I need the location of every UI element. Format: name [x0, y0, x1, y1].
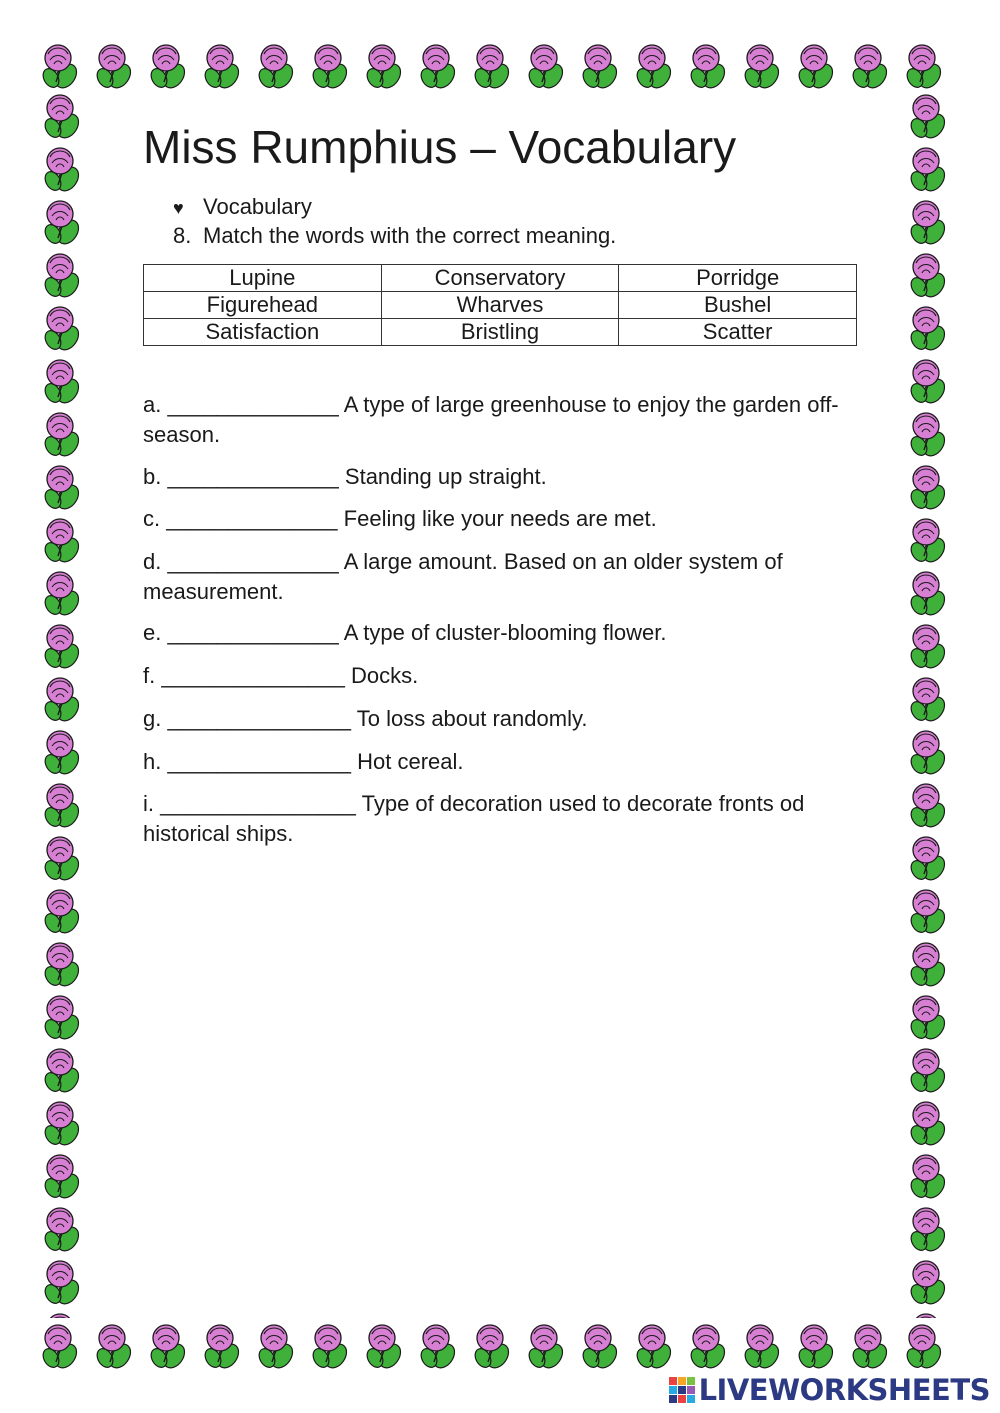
- question-f: [143, 661, 859, 691]
- flower-border-left: [40, 90, 92, 1318]
- table-row: [144, 319, 857, 346]
- word-cell: Wharves: [381, 292, 619, 319]
- word-cell: Bushel: [619, 292, 857, 319]
- bullet-item: [173, 194, 312, 220]
- table-row: [144, 292, 857, 319]
- bullet-item-text: Vocabulary: [203, 194, 312, 219]
- flower-border-bottom: [40, 1318, 960, 1370]
- question-definition: Hot cereal.: [357, 749, 464, 774]
- question-definition: A type of cluster-blooming flower.: [343, 620, 667, 645]
- word-cell: Figurehead: [144, 292, 382, 319]
- question-letter: g.: [143, 706, 162, 731]
- question-definition: To loss about randomly.: [356, 706, 588, 731]
- question-letter: i.: [143, 791, 154, 816]
- question-b: [143, 462, 859, 492]
- question-letter: c.: [143, 506, 161, 531]
- word-cell: Lupine: [144, 265, 382, 292]
- question-letter: f.: [143, 663, 156, 688]
- word-cell: Conservatory: [381, 265, 619, 292]
- heart-icon: ♥: [173, 198, 184, 218]
- question-definition: A type of large greenhouse to enjoy the garden off-season.: [143, 392, 839, 447]
- answer-blank[interactable]: ______________: [167, 464, 339, 489]
- question-a: [143, 390, 859, 450]
- word-cell: Porridge: [619, 265, 857, 292]
- question-definition: A large amount. Based on an older system of measurement.: [143, 549, 783, 604]
- word-cell: Scatter: [619, 319, 857, 346]
- table-row: [144, 265, 857, 292]
- answer-blank[interactable]: ______________: [167, 392, 339, 417]
- numbered-item: [173, 223, 616, 249]
- answer-blank[interactable]: ______________: [167, 620, 339, 645]
- flower-border-top: [40, 38, 960, 90]
- answer-blank[interactable]: ______________: [166, 506, 338, 531]
- logo-text: LIVEWORKSHEETS: [698, 1373, 990, 1407]
- answer-blank[interactable]: _______________: [167, 749, 352, 774]
- question-definition: Type of decoration used to decorate fronts od historical ships.: [143, 791, 805, 846]
- question-definition: Feeling like your needs are met.: [343, 506, 657, 531]
- question-g: [143, 704, 859, 734]
- word-bank-table: [143, 264, 857, 346]
- answer-blank[interactable]: _______________: [161, 663, 345, 688]
- question-letter: a.: [143, 392, 162, 417]
- answer-blank[interactable]: _______________: [167, 706, 352, 731]
- flower-border-right: [906, 90, 958, 1318]
- question-definition: Docks.: [351, 663, 419, 688]
- question-letter: d.: [143, 549, 162, 574]
- answer-blank[interactable]: ________________: [160, 791, 356, 816]
- answer-blank[interactable]: ______________: [167, 549, 339, 574]
- question-h: [143, 747, 859, 777]
- question-e: [143, 618, 859, 648]
- page-title: Miss Rumphius – Vocabulary: [143, 121, 737, 173]
- question-letter: b.: [143, 464, 162, 489]
- question-i: [143, 789, 859, 849]
- liveworksheets-logo: [669, 1373, 990, 1407]
- word-cell: Satisfaction: [144, 319, 382, 346]
- question-d: [143, 547, 859, 607]
- question-letter: e.: [143, 620, 162, 645]
- word-cell: Bristling: [381, 319, 619, 346]
- question-letter: h.: [143, 749, 162, 774]
- question-definition: Standing up straight.: [344, 464, 547, 489]
- logo-grid-icon: [669, 1377, 695, 1403]
- instructions-text: Match the words with the correct meaning.: [203, 223, 617, 248]
- numbered-item-marker: 8.: [173, 223, 192, 248]
- question-c: [143, 504, 859, 534]
